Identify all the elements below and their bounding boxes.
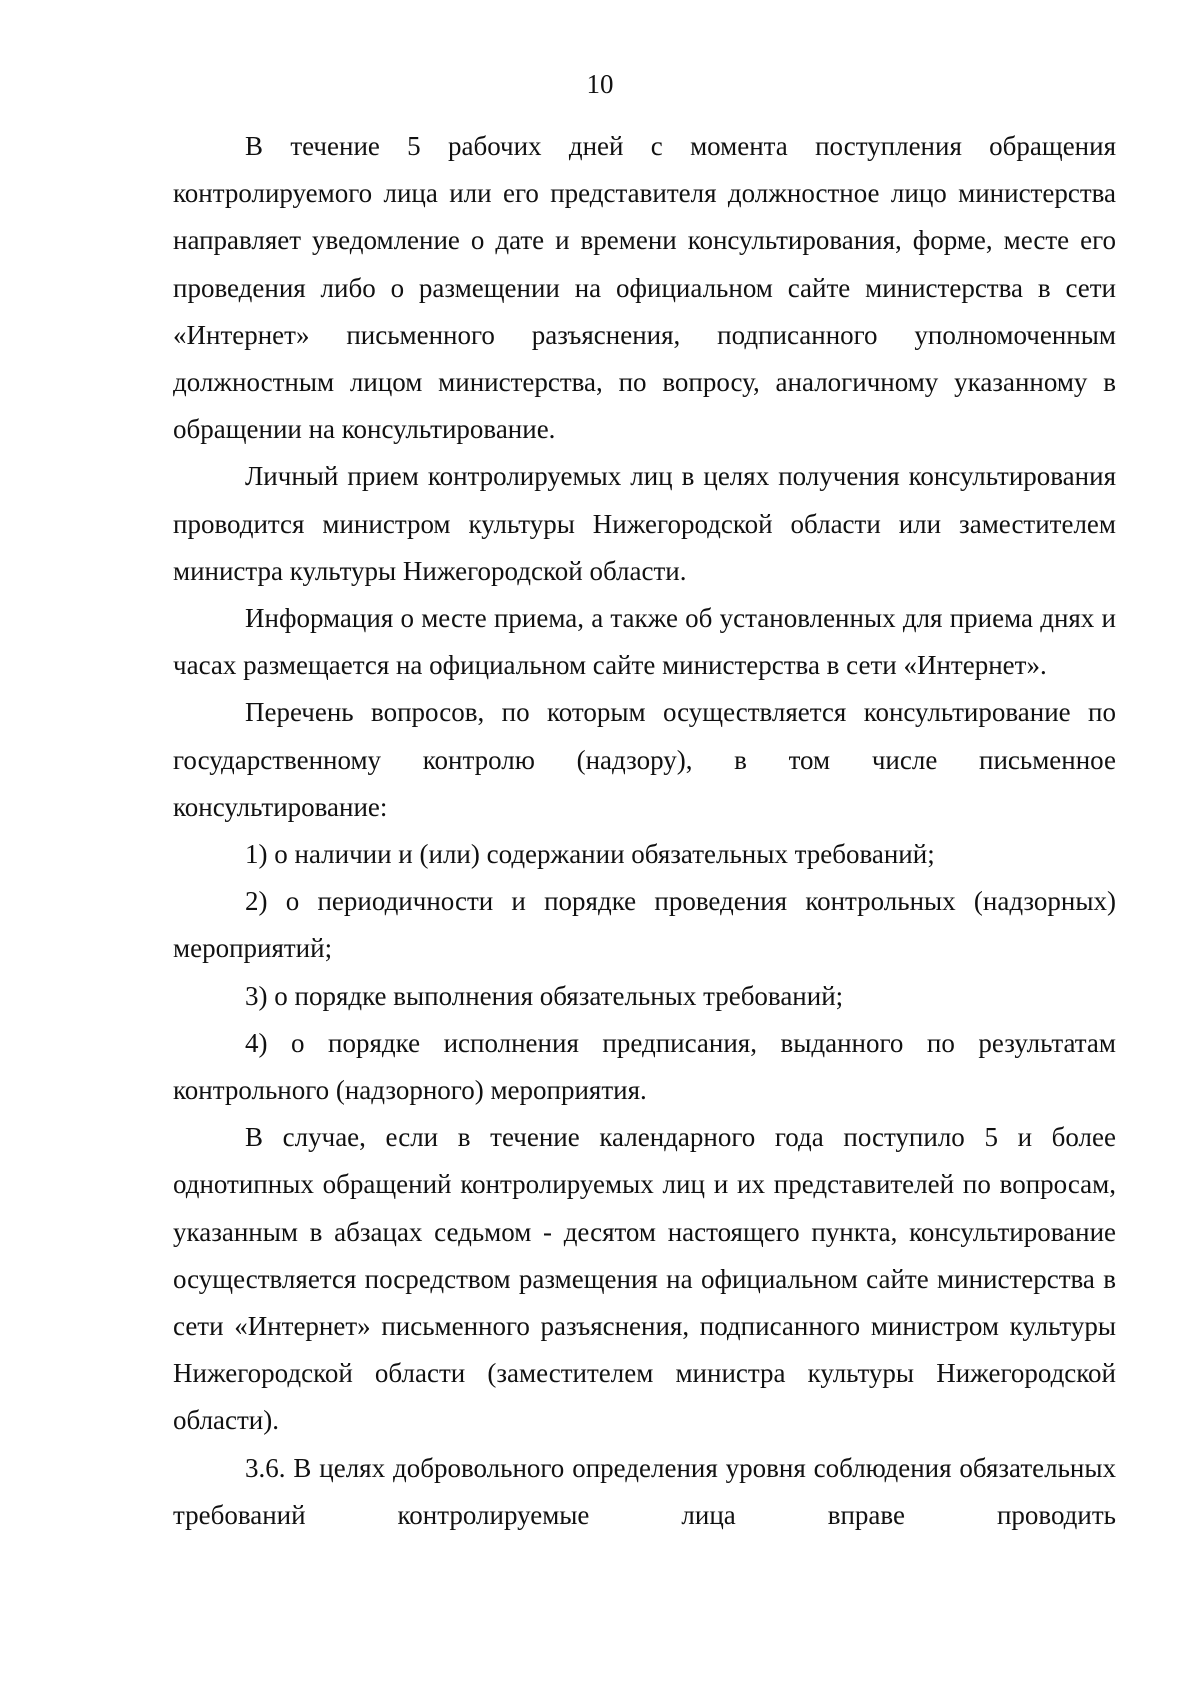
paragraph-reception-info: Информация о месте приема, а также об установленных для приема днях и часах размещается на официальном сайте министерства в сети «Интернет». <box>173 603 1116 681</box>
page-number: 10 <box>586 69 614 99</box>
list-item-4: 4) о порядке исполнения предписания, выданного по результатам контрольного (надзорного) мероприятия. <box>173 1027 1116 1106</box>
list-item-1: 1) о наличии и (или) содержании обязательных требований; <box>245 839 935 870</box>
paragraph-questions-list-intro: Перечень вопросов, по которым осуществляется консультирование по государственному контролю (надзору), в том числе письменное консультирование: <box>173 697 1116 822</box>
paragraph-section-3-6: 3.6. В целях добровольного определения уровня соблюдения обязательных требований контролируемые лица вправе проводить <box>173 1452 1116 1530</box>
paragraph-consultation-notice: В течение 5 рабочих дней с момента поступления обращения контролируемого лица или его представителя должностное лицо министерства направляет уведомление о дате и времени консультирования, форме, месте его проведения либо о размещении на официальном сайте министерства в сети «Интернет» письменного разъяснения, подписанного уполномоченным должностным лицом министерства, по вопросу, аналогичному указанному в обращении на консультирование. <box>173 131 1116 445</box>
list-item-2: 2) о периодичности и порядке проведения контрольных (надзорных) мероприятий; <box>173 886 1116 964</box>
paragraph-personal-reception: Личный прием контролируемых лиц в целях получения консультирования проводится министром культуры Нижегородской области или заместителем министра культуры Нижегородской области. <box>173 461 1116 586</box>
paragraph-similar-requests: В случае, если в течение календарного года поступило 5 и более однотипных обращений контролируемых лиц и их представителей по вопросам, указанным в абзацах седьмом - десятом настоящего пункта, консультирование осуществляется посредством размещения на официальном сайте министерства в сети «Интернет» письменного разъяснения, подписанного министром культуры Нижегородской области (заместителем министра культуры Нижегородской области). <box>173 1122 1116 1436</box>
list-item-3: 3) о порядке выполнения обязательных требований; <box>245 980 844 1011</box>
document-body <box>173 123 1116 1539</box>
